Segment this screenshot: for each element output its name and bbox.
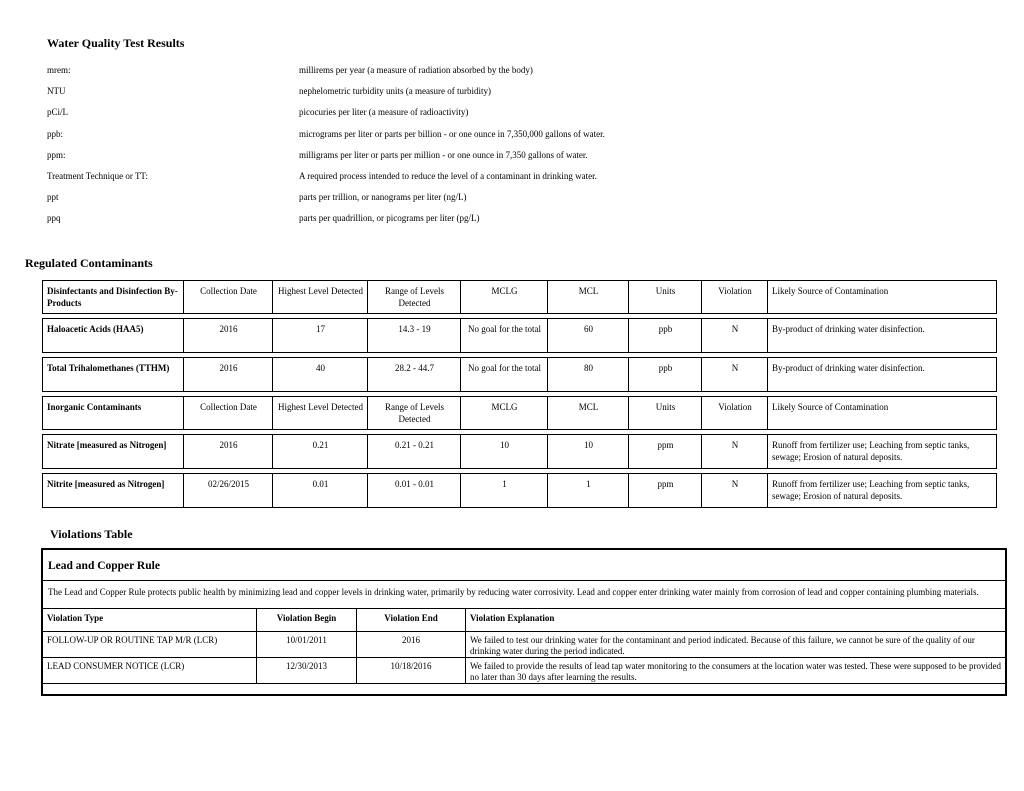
definition-term: ppq bbox=[47, 213, 61, 224]
units: ppb bbox=[628, 319, 701, 352]
mcl: 1 bbox=[547, 474, 628, 507]
header-violation-type: Violation Type bbox=[43, 609, 257, 632]
definition-term: Treatment Technique or TT: bbox=[47, 170, 148, 181]
units: ppm bbox=[628, 474, 701, 507]
mclg: 10 bbox=[460, 435, 547, 468]
definition-row bbox=[47, 192, 747, 213]
definition-term: NTU bbox=[47, 86, 66, 97]
collection-date: 2016 bbox=[183, 435, 272, 468]
highest-level: 0.21 bbox=[272, 435, 367, 468]
header-mclg: MCLG bbox=[460, 281, 547, 313]
header-violation: Violation bbox=[701, 281, 767, 313]
header-units: Units bbox=[628, 281, 701, 313]
definition-description: micrograms per liter or parts per billion - or one ounce in 7,350,000 gallons of water. bbox=[299, 128, 605, 139]
definition-description: nephelometric turbidity units (a measure of turbidity) bbox=[299, 86, 491, 97]
violation-begin: 12/30/2013 bbox=[257, 658, 357, 684]
table-row bbox=[42, 357, 997, 392]
violation: N bbox=[701, 474, 767, 507]
units: ppb bbox=[628, 358, 701, 391]
definition-term: ppt bbox=[47, 192, 59, 203]
contaminant-name: Haloacetic Acids (HAA5) bbox=[42, 319, 183, 352]
units: ppm bbox=[628, 435, 701, 468]
header-collection-date: Collection Date bbox=[183, 281, 272, 313]
mclg: No goal for the total bbox=[460, 358, 547, 391]
header-group: Disinfectants and Disinfection By-Products bbox=[42, 281, 183, 313]
contaminant-name: Nitrite [measured as Nitrogen] bbox=[42, 474, 183, 507]
lead-copper-rule-table bbox=[41, 548, 1007, 696]
likely-source: By-product of drinking water disinfection. bbox=[767, 358, 997, 391]
table-header-row bbox=[42, 396, 997, 430]
table-row bbox=[42, 473, 997, 508]
header-mcl: MCL bbox=[547, 281, 628, 313]
header-violation-end: Violation End bbox=[357, 609, 466, 632]
highest-level: 17 bbox=[272, 319, 367, 352]
range-levels: 0.01 - 0.01 bbox=[367, 474, 460, 507]
violations-table-title: Violations Table bbox=[50, 527, 133, 541]
definition-description: millirems per year (a measure of radiation absorbed by the body) bbox=[299, 65, 533, 75]
violation: N bbox=[701, 358, 767, 391]
definition-description: picocuries per liter (a measure of radioactivity) bbox=[299, 107, 469, 118]
header-source: Likely Source of Contamination bbox=[767, 397, 997, 429]
header-group: Inorganic Contaminants bbox=[42, 397, 183, 429]
header-mclg: MCLG bbox=[460, 397, 547, 429]
mcl: 80 bbox=[547, 358, 628, 391]
header-violation-begin: Violation Begin bbox=[257, 609, 357, 632]
mclg: No goal for the total bbox=[460, 319, 547, 352]
header-range: Range of Levels Detected bbox=[367, 397, 460, 429]
regulated-contaminants-table bbox=[42, 280, 997, 512]
lcr-title: Lead and Copper Rule bbox=[43, 550, 1005, 581]
header-source: Likely Source of Contamination bbox=[767, 281, 997, 313]
regulated-contaminants-title: Regulated Contaminants bbox=[25, 256, 153, 270]
violation-explanation: We failed to test our drinking water for the contaminant and period indicated. Because of this failure, we cannot be sure of the quality of our drinking water during the period indicated. bbox=[466, 632, 1005, 658]
definition-term: ppb: bbox=[47, 128, 64, 139]
violation: N bbox=[701, 319, 767, 352]
definition-row bbox=[47, 129, 747, 150]
mclg: 1 bbox=[460, 474, 547, 507]
header-mcl: MCL bbox=[547, 397, 628, 429]
definition-term: ppm: bbox=[47, 149, 66, 160]
violation-end: 2016 bbox=[357, 632, 466, 658]
definition-term: pCi/L bbox=[47, 107, 69, 118]
violation: N bbox=[701, 435, 767, 468]
highest-level: 0.01 bbox=[272, 474, 367, 507]
range-levels: 0.21 - 0.21 bbox=[367, 435, 460, 468]
mcl: 60 bbox=[547, 319, 628, 352]
mcl: 10 bbox=[547, 435, 628, 468]
definition-row bbox=[47, 86, 747, 107]
likely-source: Runoff from fertilizer use; Leaching from septic tanks, sewage; Erosion of natural deposits. bbox=[767, 474, 997, 507]
violation-type: FOLLOW-UP OR ROUTINE TAP M/R (LCR) bbox=[43, 632, 257, 658]
violation-end: 10/18/2016 bbox=[357, 658, 466, 684]
definition-row bbox=[47, 65, 747, 86]
collection-date: 2016 bbox=[183, 319, 272, 352]
header-range: Range of Levels Detected bbox=[367, 281, 460, 313]
header-units: Units bbox=[628, 397, 701, 429]
definition-description: parts per quadrillion, or picograms per liter (pg/L) bbox=[299, 213, 480, 224]
page-title: Water Quality Test Results bbox=[47, 36, 185, 50]
contaminant-name: Total Trihalomethanes (TTHM) bbox=[42, 358, 183, 391]
table-header-row bbox=[42, 280, 997, 314]
violation-type: LEAD CONSUMER NOTICE (LCR) bbox=[43, 658, 257, 684]
table-row bbox=[42, 434, 997, 469]
collection-date: 02/26/2015 bbox=[183, 474, 272, 507]
definition-row bbox=[47, 107, 747, 128]
header-highest-level: Highest Level Detected bbox=[272, 281, 367, 313]
header-violation: Violation bbox=[701, 397, 767, 429]
range-levels: 28.2 - 44.7 bbox=[367, 358, 460, 391]
definitions-list bbox=[47, 65, 747, 235]
highest-level: 40 bbox=[272, 358, 367, 391]
definition-description: milligrams per liter or parts per million - or one ounce in 7,350 gallons of water. bbox=[299, 149, 588, 160]
header-highest-level: Highest Level Detected bbox=[272, 397, 367, 429]
table-row bbox=[42, 318, 997, 353]
likely-source: Runoff from fertilizer use; Leaching from septic tanks, sewage; Erosion of natural deposits. bbox=[767, 435, 997, 468]
contaminant-name: Nitrate [measured as Nitrogen] bbox=[42, 435, 183, 468]
violation-explanation: We failed to provide the results of lead tap water monitoring to the consumers at the location water was tested. These were supposed to be provided no later than 30 days after learning the results. bbox=[466, 658, 1005, 684]
lcr-violations-grid bbox=[43, 609, 1005, 684]
definition-row bbox=[47, 171, 747, 192]
header-violation-explanation: Violation Explanation bbox=[466, 609, 1005, 632]
lcr-description: The Lead and Copper Rule protects public health by minimizing lead and copper levels in drinking water, primarily by reducing water corrosivity. Lead and copper enter drinking water mainly from corrosion of lead and copper containing plumbing materials. bbox=[43, 581, 1005, 609]
violation-begin: 10/01/2011 bbox=[257, 632, 357, 658]
definition-row bbox=[47, 213, 747, 234]
header-collection-date: Collection Date bbox=[183, 397, 272, 429]
likely-source: By-product of drinking water disinfection. bbox=[767, 319, 997, 352]
definition-term: mrem: bbox=[47, 65, 71, 75]
definition-description: parts per trillion, or nanograms per liter (ng/L) bbox=[299, 192, 467, 203]
definition-row bbox=[47, 150, 747, 171]
range-levels: 14.3 - 19 bbox=[367, 319, 460, 352]
collection-date: 2016 bbox=[183, 358, 272, 391]
definition-description: A required process intended to reduce the level of a contaminant in drinking water. bbox=[299, 170, 597, 181]
